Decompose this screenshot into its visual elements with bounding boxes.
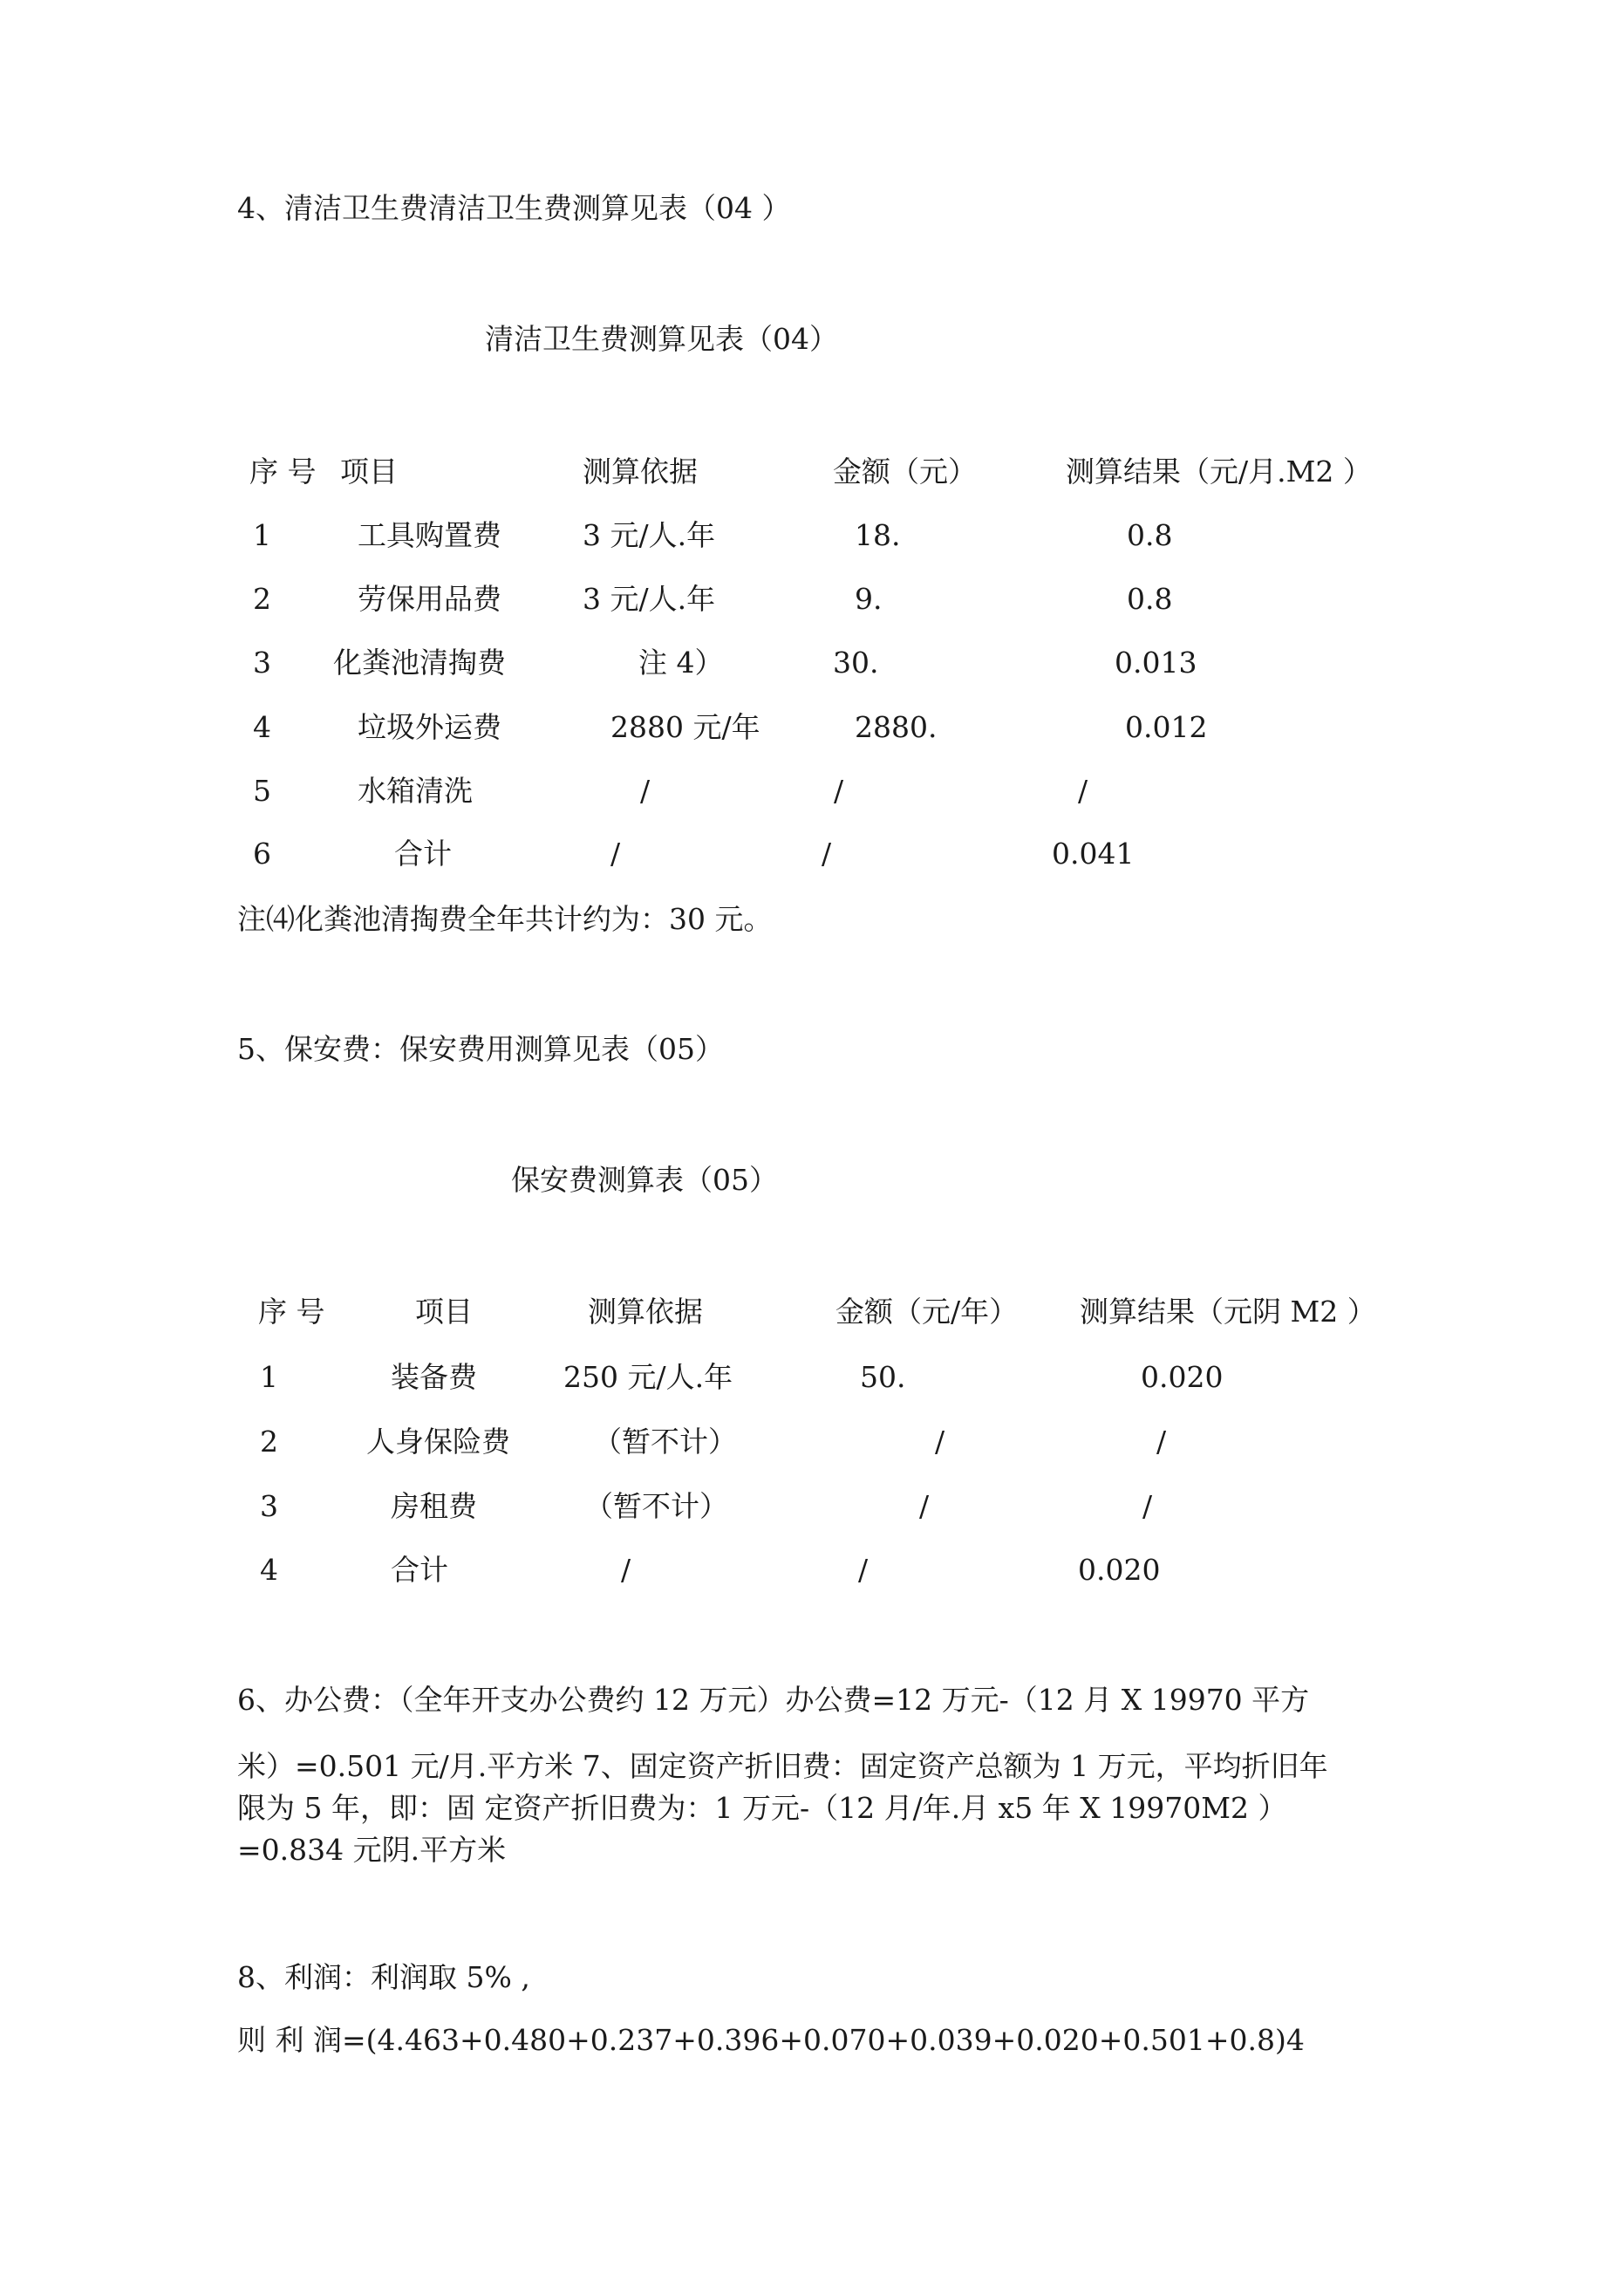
row-basis: （暂不计）	[593, 1425, 737, 1459]
row-basis: /	[610, 837, 621, 871]
row-amount: 18.	[855, 518, 901, 552]
section-8-line-1: 8、利润：利润取 5% ,	[237, 1960, 530, 1994]
row-amount: 2880.	[855, 710, 938, 744]
row-result: 0.013	[1115, 646, 1197, 680]
row-result: 0.020	[1078, 1553, 1161, 1587]
row-basis: 2880 元/年	[610, 710, 760, 744]
row-amount: 50.	[860, 1360, 906, 1394]
table-04-note: 注⑷化粪池清掏费全年共计约为：30 元。	[237, 902, 773, 936]
row-basis: 3 元/人.年	[583, 518, 716, 552]
row-seq: 2	[253, 582, 271, 616]
row-amount: 9.	[855, 582, 883, 616]
row-result: 0.012	[1125, 710, 1208, 744]
row-seq: 6	[253, 837, 271, 871]
row-result: /	[1156, 1425, 1167, 1459]
row-seq: 4	[260, 1553, 278, 1587]
row-amount: /	[858, 1553, 869, 1587]
table-05-header-basis: 测算依据	[588, 1295, 703, 1329]
row-item: 化粪池清掏费	[333, 646, 506, 680]
row-result: 0.8	[1127, 582, 1173, 616]
row-basis: 250 元/人.年	[563, 1360, 733, 1394]
row-basis: /	[621, 1553, 631, 1587]
table-04-header-basis: 测算依据	[583, 454, 698, 489]
section-4-heading: 4、清洁卫生费清洁卫生费测算见表（04 ）	[237, 191, 791, 225]
row-item: 合计	[394, 837, 452, 871]
row-amount: /	[935, 1425, 945, 1459]
row-seq: 3	[260, 1489, 278, 1523]
table-05-title: 保安费测算表（05）	[511, 1163, 778, 1197]
row-amount: /	[822, 837, 832, 871]
row-item: 装备费	[391, 1360, 477, 1394]
table-05-header-seq: 序 号	[258, 1295, 325, 1329]
row-basis: /	[640, 774, 651, 808]
row-basis: （暂不计）	[584, 1489, 728, 1523]
row-item: 合计	[391, 1553, 448, 1587]
table-04-header-amount: 金额（元）	[833, 454, 977, 489]
row-item: 房租费	[391, 1489, 477, 1523]
section-8-line-2: 则 利 润=(4.463+0.480+0.237+0.396+0.070+0.039+0.020+0.501+0.8)4	[237, 2023, 1305, 2057]
row-result: /	[1078, 774, 1088, 808]
section-5-heading: 5、保安费：保安费用测算见表（05）	[237, 1032, 724, 1066]
row-item: 人身保险费	[366, 1425, 510, 1459]
row-seq: 1	[253, 518, 271, 552]
table-04-title: 清洁卫生费测算见表（04）	[485, 322, 838, 356]
row-seq: 2	[260, 1425, 278, 1459]
row-seq: 4	[253, 710, 271, 744]
section-6-line-4: =0.834 元阴.平方米	[237, 1833, 507, 1867]
row-basis: 3 元/人.年	[583, 582, 716, 616]
row-amount: /	[834, 774, 844, 808]
table-04-header-item: 项目	[340, 454, 398, 489]
row-item: 工具购置费	[358, 518, 501, 552]
section-6-line-1: 6、办公费：（全年开支办公费约 12 万元）办公费=12 万元-（12 月 X 19970 平方	[237, 1683, 1310, 1717]
table-04-header-seq: 序 号	[249, 454, 317, 489]
row-seq: 5	[253, 774, 271, 808]
section-6-line-2: 米）=0.501 元/月.平方米 7、固定资产折旧费：固定资产总额为 1 万元，平均折旧年	[237, 1749, 1328, 1783]
row-amount: 30.	[833, 646, 879, 680]
table-04-header-result: 测算结果（元/月.M2 ）	[1066, 454, 1372, 489]
row-result: 0.8	[1127, 518, 1173, 552]
row-result: 0.020	[1141, 1360, 1224, 1394]
row-seq: 1	[260, 1360, 278, 1394]
row-result: 0.041	[1052, 837, 1135, 871]
row-amount: /	[919, 1489, 930, 1523]
row-item: 劳保用品费	[358, 582, 501, 616]
section-6-line-3: 限为 5 年，即：固 定资产折旧费为：1 万元-（12 月/年.月 x5 年 X 19970M2 ）	[237, 1791, 1287, 1825]
table-05-header-amount: 金额（元/年）	[835, 1295, 1019, 1329]
row-item: 垃圾外运费	[358, 710, 501, 744]
row-item: 水箱清洗	[358, 774, 473, 808]
table-05-header-result: 测算结果（元阴 M2 ）	[1080, 1295, 1376, 1329]
row-result: /	[1142, 1489, 1153, 1523]
table-05-header-item: 项目	[415, 1295, 473, 1329]
row-seq: 3	[253, 646, 271, 680]
row-basis: 注 4）	[638, 646, 724, 680]
